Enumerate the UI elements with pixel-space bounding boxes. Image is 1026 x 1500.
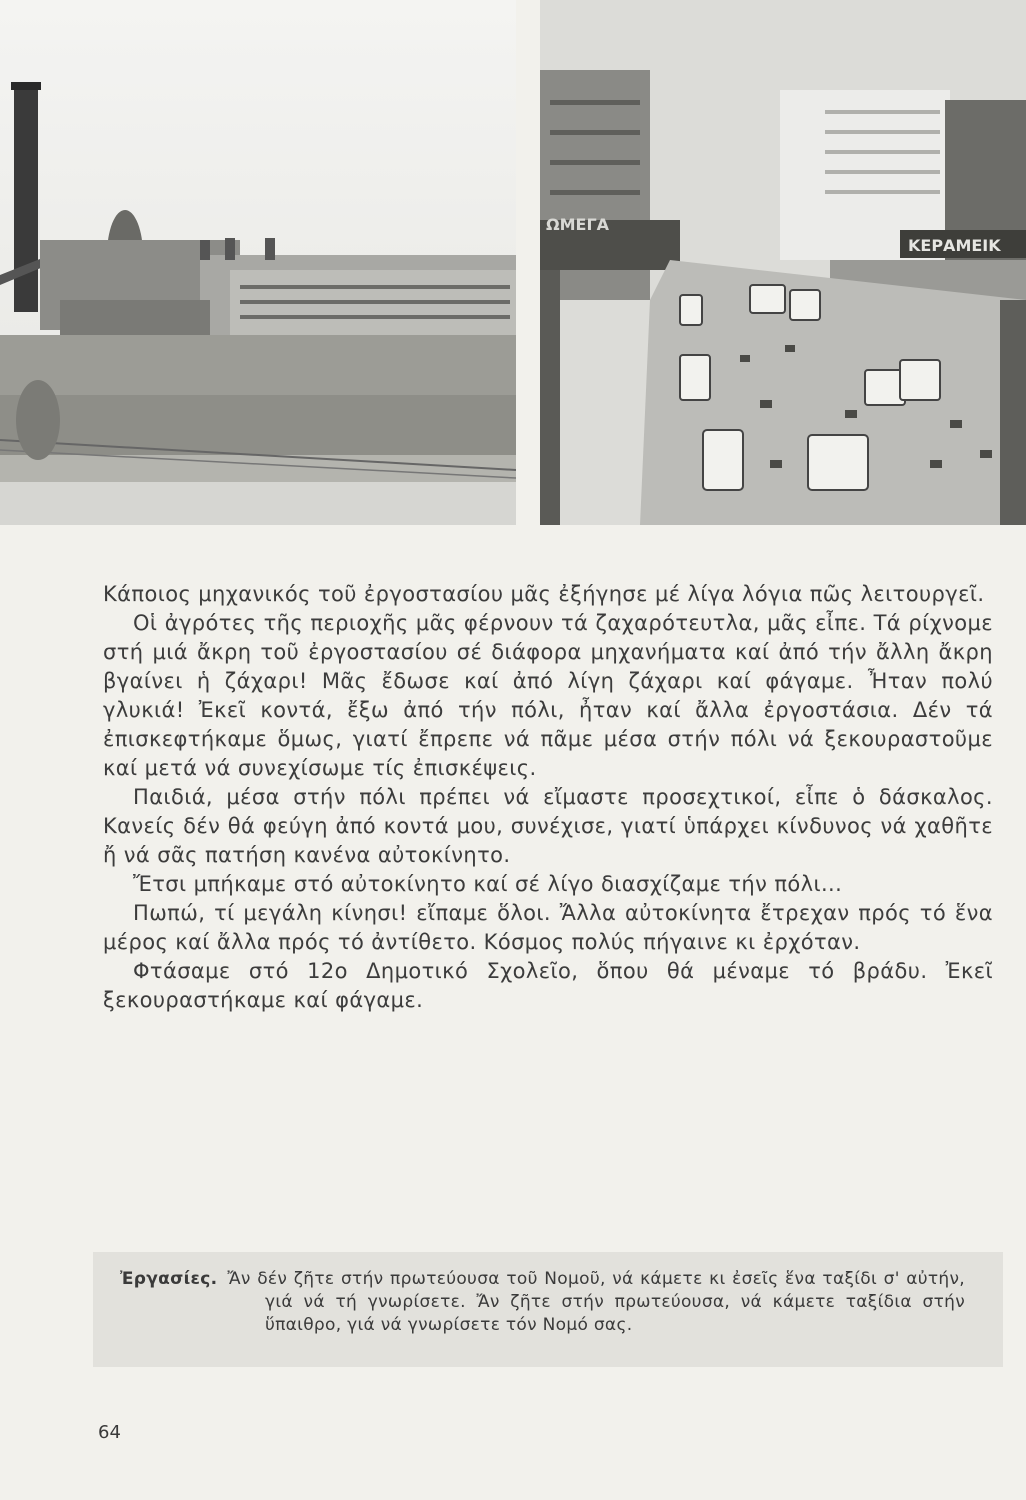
factory-photo — [0, 0, 516, 525]
story-text — [103, 580, 993, 1015]
story-paragraph: Φτάσαμε στό 12ο Δημοτικό Σχολεῖο, ὅπου θά μέναμε τό βράδυ. Ἐκεῖ ξεκουραστήκαμε καί φάγαμε. — [103, 959, 993, 1012]
page-number: 64 — [98, 1422, 121, 1443]
story-paragraph: Παιδιά, μέσα στήν πόλι πρέπει νά εἴμαστε προσεχτικοί, εἶπε ὁ δάσκαλος. Κανείς δέν θά φεύγη ἀπό κοντά μου, συνέχισε, γιατί ὑπάρχει κίνδυνος νά χαθῆτε ἤ νά σᾶς πατήση κανένα αὐτοκίνητο. — [103, 785, 993, 867]
tasks-label: Ἐργασίες. — [120, 1269, 218, 1289]
story-paragraph: Οἱ ἀγρότες τῆς περιοχῆς μᾶς φέρνουν τά ζαχαρότευτλα, μᾶς εἶπε. Τά ρίχνομε στή μιά ἄκρη τοῦ ἐργοστασίου σέ διάφορα μηχανήματα καί ἀπό τήν ἄλλη ἄκρη βγαίνει ἡ ζάχαρι! Μᾶς ἔδωσε καί ἀπό λίγη ζάχαρι καί φάγαμε. Ἦταν πολύ γλυκιά! Ἐκεῖ κοντά, ἔξω ἀπό τήν πόλι, ἦταν καί ἄλλα ἐργοστάσια. Δέν τά ἐπισκεφτήκαμε ὅμως, γιατί ἔπρεπε νά πᾶμε μέσα στήν πόλι νά ξεκουραστοῦμε καί μετά νά συνεχίσωμε τίς ἐπισκέψεις. — [103, 611, 993, 780]
tasks-box — [93, 1252, 1003, 1367]
city-street-photo — [540, 0, 1026, 525]
sign-right: ΚΕΡΑΜΕΙΚ — [908, 236, 1001, 255]
tasks-text: Ἄν δέν ζῆτε στήν πρωτεύουσα τοῦ Νομοῦ, νά κάμετε κι ἐσεῖς ἕνα ταξίδι σ' αὐτήν, γιά νά τή γνωρίσετε. Ἄν ζῆτε στήν πρωτεύουσα, νά κάμετε ταξίδια στήν ὕπαιθρο, γιά νά γνωρίσετε τόν Νομό σας. — [227, 1269, 965, 1335]
story-paragraph: Κάποιος μηχανικός τοῦ ἐργοστασίου μᾶς ἐξήγησε μέ λίγα λόγια πῶς λειτουργεῖ. — [103, 582, 985, 606]
story-paragraph: Πωπώ, τί μεγάλη κίνησι! εἴπαμε ὅλοι. Ἄλλα αὐτοκίνητα ἔτρεχαν πρός τό ἕνα μέρος καί ἄλλα πρός τό ἀντίθετο. Κόσμος πολύς πήγαινε κι ἐρχόταν. — [103, 901, 993, 954]
sign-left: ΩΜΕΓΑ — [546, 215, 610, 234]
story-paragraph: Ἔτσι μπήκαμε στό αὐτοκίνητο καί σέ λίγο διασχίζαμε τήν πόλι... — [133, 872, 843, 896]
